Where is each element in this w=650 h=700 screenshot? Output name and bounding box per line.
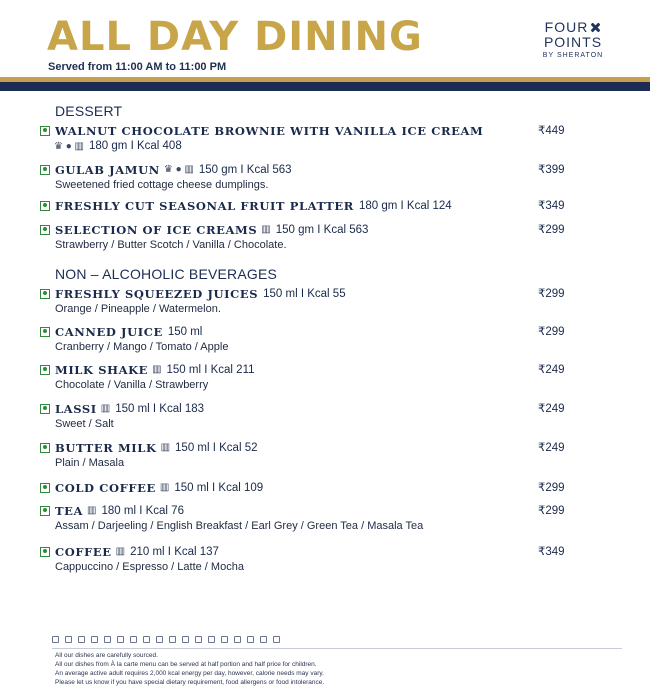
page-title: ALL DAY DINING	[47, 14, 423, 60]
logo-text-four: FOUR	[544, 19, 589, 35]
item-name: BUTTER MILK	[55, 440, 157, 455]
item-meta: 150 gm I Kcal 563	[275, 223, 369, 236]
menu-item	[40, 222, 600, 251]
item-name: FRESHLY CUT SEASONAL FRUIT PLATTER	[55, 198, 354, 213]
veg-mark-icon	[40, 126, 50, 136]
veg-mark-icon	[40, 225, 50, 235]
veg-mark-icon	[40, 165, 50, 175]
legend-icon	[260, 636, 267, 643]
item-price: ₹299	[538, 224, 565, 236]
dietary-icons: ▥	[159, 482, 170, 493]
menu-item	[40, 162, 600, 191]
dietary-icons: ▥	[261, 224, 271, 235]
item-description: Orange / Pineapple / Watermelon.	[55, 303, 221, 315]
item-name: SELECTION OF ICE CREAMS	[55, 222, 258, 237]
menu-item	[40, 324, 600, 353]
legend-icon	[65, 636, 72, 643]
veg-mark-icon	[40, 201, 50, 211]
legend-icon	[117, 636, 124, 643]
legend-icon	[104, 636, 111, 643]
item-meta: 180 gm I Kcal 124	[358, 199, 452, 212]
section-title-dessert: DESSERT	[55, 103, 123, 119]
legend-icon	[130, 636, 137, 643]
dietary-icons: ♛ ● ▥	[54, 140, 85, 152]
item-meta: 150 ml I Kcal 52	[175, 441, 258, 454]
legend-icon	[273, 636, 280, 643]
dietary-icons: ♛ ● ▥	[163, 164, 194, 175]
item-meta: 210 ml I Kcal 137	[130, 545, 219, 558]
item-meta: 150 ml I Kcal 183	[115, 402, 205, 415]
item-name: COLD COFFEE	[55, 480, 156, 495]
item-meta: 150 gm I Kcal 563	[198, 163, 292, 176]
legend-icon	[234, 636, 241, 643]
item-meta: 150 ml	[167, 325, 203, 338]
item-name: LASSI	[55, 401, 97, 416]
item-price: ₹399	[538, 164, 565, 176]
footer-note: Please let us know if you have special dietary requirement, food allergens or food intolerance.	[55, 679, 325, 686]
item-meta: 150 ml I Kcal 109	[174, 481, 264, 494]
item-name: WALNUT CHOCOLATE BROWNIE WITH VANILLA ICE CREAM	[55, 123, 484, 138]
legend-icon	[208, 636, 215, 643]
item-meta: 150 ml I Kcal 211	[166, 363, 255, 376]
legend-icon	[247, 636, 254, 643]
menu-item	[40, 401, 600, 430]
item-meta: 150 ml I Kcal 55	[263, 287, 346, 300]
menu-item	[40, 480, 600, 495]
dietary-legend	[52, 632, 622, 646]
item-description: Sweet / Salt	[55, 418, 114, 430]
item-description: Cappuccino / Espresso / Latte / Mocha	[55, 561, 244, 573]
dietary-icons: ▥	[115, 546, 126, 557]
item-description: Strawberry / Butter Scotch / Vanilla / Chocolate.	[55, 239, 287, 251]
item-price: ₹249	[538, 364, 565, 376]
veg-mark-icon	[40, 404, 50, 414]
item-price: ₹299	[538, 288, 565, 300]
item-description: Cranberry / Mango / Tomato / Apple	[55, 341, 229, 353]
veg-mark-icon	[40, 547, 50, 557]
logo-text-sheraton: BY SHERATON	[542, 52, 604, 59]
header-band-navy	[0, 82, 650, 91]
legend-icon	[156, 636, 163, 643]
item-meta: 180 ml I Kcal 76	[101, 504, 184, 517]
footer-note: All our dishes are carefully sourced.	[55, 652, 158, 659]
legend-icon	[78, 636, 85, 643]
menu-item	[40, 198, 600, 213]
section-title-beverages: NON – ALCOHOLIC BEVERAGES	[55, 266, 278, 282]
veg-mark-icon	[40, 483, 50, 493]
item-price: ₹299	[538, 326, 565, 338]
legend-icon	[221, 636, 228, 643]
veg-mark-icon	[40, 289, 50, 299]
dietary-icons: ▥	[100, 403, 111, 414]
item-name: FRESHLY SQUEEZED JUICES	[55, 286, 259, 301]
dietary-icons: ▥	[87, 505, 97, 516]
item-name: MILK SHAKE	[55, 362, 149, 377]
menu-item	[40, 123, 600, 153]
dietary-icons: ▥	[152, 364, 162, 375]
item-price: ₹349	[538, 200, 565, 212]
item-name: GULAB JAMUN	[55, 162, 160, 177]
brand-logo	[528, 20, 618, 59]
menu-item	[40, 503, 600, 532]
dietary-icons: ▥	[160, 442, 171, 453]
legend-icon	[143, 636, 150, 643]
item-name: COFFEE	[55, 544, 112, 559]
item-price: ₹349	[538, 546, 565, 558]
menu-item	[40, 544, 600, 573]
legend-icon	[182, 636, 189, 643]
item-meta: 180 gm I Kcal 408	[89, 140, 182, 152]
item-price: ₹299	[538, 482, 565, 494]
veg-mark-icon	[40, 365, 50, 375]
veg-mark-icon	[40, 327, 50, 337]
legend-icon	[52, 636, 59, 643]
item-description: Plain / Masala	[55, 457, 125, 469]
four-points-mark-icon	[590, 22, 601, 33]
item-price: ₹249	[538, 403, 565, 415]
veg-mark-icon	[40, 443, 50, 453]
veg-mark-icon	[40, 506, 50, 516]
serving-hours: Served from 11:00 AM to 11:00 PM	[48, 61, 227, 73]
menu-item	[40, 362, 600, 391]
legend-icon	[169, 636, 176, 643]
legend-icon	[195, 636, 202, 643]
legend-icon	[91, 636, 98, 643]
legend-divider	[52, 648, 622, 649]
logo-text-points: POINTS	[543, 34, 603, 50]
item-name: CANNED JUICE	[55, 324, 163, 339]
menu-header	[0, 0, 650, 78]
menu-item	[40, 440, 600, 469]
item-price: ₹249	[538, 442, 565, 454]
menu-item	[40, 286, 600, 315]
footer-note: All our dishes from À la carte menu can be served at half portion and half price for children.	[55, 661, 317, 668]
item-description: Chocolate / Vanilla / Strawberry	[55, 379, 209, 391]
item-description: Sweetened fried cottage cheese dumplings.	[55, 179, 269, 191]
item-price: ₹449	[538, 125, 565, 137]
item-description: Assam / Darjeeling / English Breakfast / Earl Grey / Green Tea / Masala Tea	[55, 520, 424, 532]
footer-note: An average active adult requires 2,000 kcal energy per day, however, calorie needs may vary.	[55, 670, 324, 677]
item-name: TEA	[55, 503, 84, 518]
item-price: ₹299	[538, 505, 565, 517]
